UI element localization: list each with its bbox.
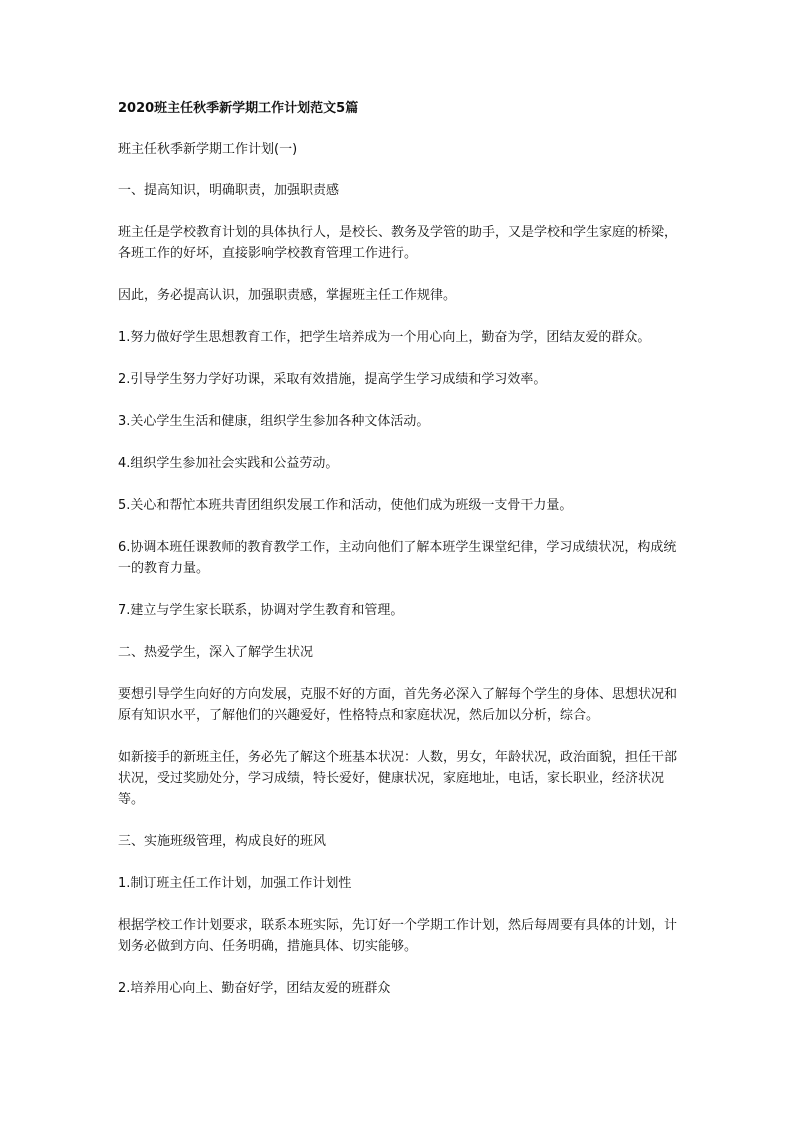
list-item: 2.培养用心向上、勤奋好学，团结友爱的班群众 bbox=[118, 981, 391, 996]
document-subtitle: 班主任秋季新学期工作计划(一) bbox=[118, 142, 298, 157]
paragraph: 班主任是学校教育计划的具体执行人，是校长、教务及学管的助手，又是学校和学生家庭的桥梁，各班工作的好坏，直接影响学校教育管理工作进行。 bbox=[118, 225, 678, 261]
paragraph: 根据学校工作计划要求，联系本班实际，先订好一个学期工作计划，然后每周要有具体的计划，计划务必做到方向、任务明确，措施具体、切实能够。 bbox=[118, 918, 678, 954]
section-heading-3: 三、实施班级管理，构成良好的班风 bbox=[118, 834, 327, 849]
document-title: 2020班主任秋季新学期工作计划范文5篇 bbox=[118, 101, 359, 116]
paragraph: 因此，务必提高认识，加强职责感，掌握班主任工作规律。 bbox=[118, 288, 457, 303]
paragraph: 要想引导学生向好的方向发展，克服不好的方面，首先务必深入了解每个学生的身体、思想状况和原有知识水平，了解他们的兴趣爱好，性格特点和家庭状况，然后加以分析，综合。 bbox=[118, 687, 678, 723]
list-item: 5.关心和帮忙本班共青团组织发展工作和活动，使他们成为班级一支骨干力量。 bbox=[118, 498, 573, 513]
list-item: 7.建立与学生家长联系，协调对学生教育和管理。 bbox=[118, 603, 404, 618]
document-page bbox=[118, 98, 680, 1020]
paragraph: 如新接手的新班主任，务必先了解这个班基本状况：人数，男女，年龄状况，政治面貌，担任干部状况，受过奖励处分，学习成绩，特长爱好，健康状况，家庭地址，电话，家长职业，经济状况等。 bbox=[118, 750, 678, 807]
list-item: 1.努力做好学生思想教育工作，把学生培养成为一个用心向上，勤奋为学，团结友爱的群众。 bbox=[118, 330, 651, 345]
list-item: 3.关心学生生活和健康，组织学生参加各种文体活动。 bbox=[118, 414, 430, 429]
list-item: 1.制订班主任工作计划，加强工作计划性 bbox=[118, 876, 352, 891]
section-heading-1: 一、提高知识，明确职责，加强职责感 bbox=[118, 183, 340, 198]
list-item: 2.引导学生努力学好功课，采取有效措施，提高学生学习成绩和学习效率。 bbox=[118, 372, 547, 387]
section-heading-2: 二、热爱学生，深入了解学生状况 bbox=[118, 645, 314, 660]
list-item: 6.协调本班任课教师的教育教学工作，主动向他们了解本班学生课堂纪律，学习成绩状况，构成统一的教育力量。 bbox=[118, 540, 677, 576]
list-item: 4.组织学生参加社会实践和公益劳动。 bbox=[118, 456, 339, 471]
